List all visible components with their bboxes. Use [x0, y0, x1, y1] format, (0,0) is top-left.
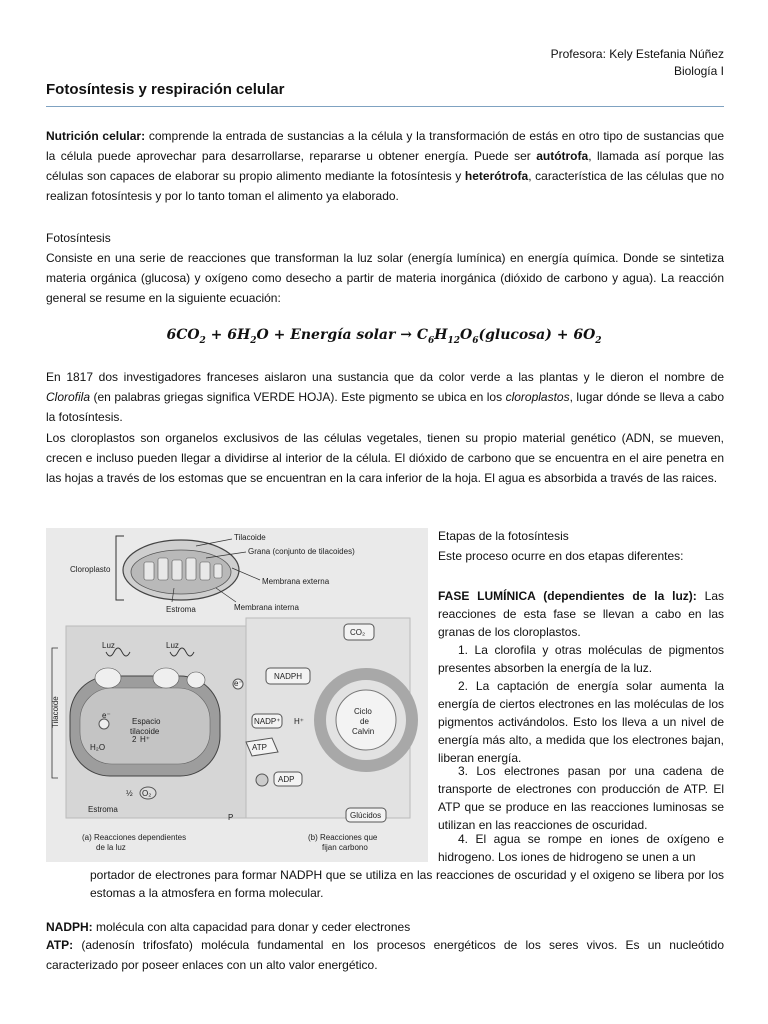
eq-sub: 2 [199, 335, 206, 346]
atp-term: ATP: [46, 938, 74, 952]
label-de: de [360, 717, 369, 726]
course-name: Biología I [673, 64, 724, 78]
label-calvin: Calvin [352, 727, 375, 736]
label-tilacoide: Tilacoide [234, 533, 266, 542]
nutricion-text-1: comprende la entrada de sustancias a la célula y la transformación de estás en otro tipo de sustancias que la célula puede aprovechar para desarrollarse, repararse u obtener energía. Puede ser [46, 129, 724, 163]
photosynthesis-diagram [46, 528, 428, 862]
historia-text-2: (en palabras griegas significa VERDE HOJA). Este pigmento se ubica en los [90, 390, 506, 404]
nutricion-paragraph [46, 126, 724, 206]
eq-sub: 6 [428, 335, 435, 346]
eq-part: (glucosa) + 6O [478, 327, 596, 343]
etapa-item-1: 1. La clorofila y otras moléculas de pigmentos presentes absorben la energía de la luz. [438, 643, 724, 675]
photosynthesis-figure [46, 528, 428, 862]
label-nadp: NADP⁺ [254, 717, 281, 726]
cloroplastos-paragraph: Los cloroplastos son organelos exclusivos de las células vegetales, tienen su propio material genético (ADN, se mueven, crecen e incluso pueden llegar a dividirse al interior de la célula. El dióxido de carbono que se encuentra en el aire penetra en las hojas a través de los estomas que se encuentran en la cara inferior de la hoja. El agua es absorbida a través de las raices. [46, 431, 724, 485]
label-estroma-bottom: Estroma [88, 805, 118, 814]
eq-part: + 6H [205, 327, 251, 343]
label-co2: CO₂ [350, 628, 366, 637]
eq-part: O + Energía solar → C [256, 327, 428, 343]
label-tilacoide-side: Tilacoide [51, 696, 60, 728]
eq-sub: 2 [595, 335, 602, 346]
label-o2: O₂ [142, 789, 152, 798]
label-e-outer: e⁻ [234, 679, 243, 688]
nadph-text: molécula con alta capacidad para donar y ceder electrones [92, 920, 411, 934]
label-luz-2: Luz [166, 641, 179, 650]
label-glucidos: Glúcidos [350, 811, 382, 820]
etapa-item-3: 3. Los electrones pasan por una cadena de transporte de electrones con producción de ATP. El ATP que se produce en las reacciones luminosas se utilizan en las reacciones de oscuridad. [438, 764, 724, 832]
phosphate-dot [256, 774, 268, 786]
label-tilacoide-inner: tilacoide [130, 727, 160, 736]
autotrofa-term: autótrofa [536, 149, 589, 163]
label-luz-1: Luz [102, 641, 115, 650]
label-adp: ADP [278, 775, 295, 784]
etapa-item-4: 4. El agua se rompe en iones de oxígeno e hidrogeno. Los iones de hidrogeno se unen a un [438, 832, 724, 864]
title-divider [46, 106, 724, 107]
heterotrofa-term: heterótrofa [464, 169, 529, 183]
label-e-inner: e⁻ [102, 711, 111, 720]
caption-a-line2: de la luz [96, 843, 126, 852]
document-title: Fotosíntesis y respiración celular [46, 81, 285, 98]
electron-particle [99, 719, 109, 729]
photosynthesis-equation [0, 327, 768, 346]
cloroplastos-term: cloroplastos [505, 390, 570, 404]
etapa-item-2: 2. La captación de energía solar aumenta la energía de ciertos electrones en las moléculas de los pigmentos activándolos. Esto los lleva a un nivel de energía más alto, a medida que los electrones bajan, liberan energía. [438, 679, 724, 765]
eq-part: O [460, 327, 473, 343]
teacher-name: Profesora: Kely Estefania Núñez [550, 47, 724, 61]
label-membrana-externa: Membrana externa [262, 577, 330, 586]
nutricion-term: Nutrición celular: [46, 129, 146, 143]
page-header [551, 46, 724, 80]
nutricion-text-2: , llamada así porque las células son capaces de elaborar su propio alimento mediante la fotosíntesis y [46, 149, 725, 183]
label-cloroplasto: Cloroplasto [70, 565, 111, 574]
eq-part: 6CO [166, 327, 200, 343]
eq-sub: 2 [250, 335, 257, 346]
label-atp: ATP [252, 743, 267, 752]
caption-b-line2: fijan carbono [322, 843, 368, 852]
fotosintesis-paragraph: Consiste en una serie de reacciones que transforman la luz solar (energía lumínica) en energía química. Donde se sintetiza materia orgánica (glucosa) y oxígeno como desecho a partir de materia inorgánica (dióxido de carbono y agua). La reacción general se resume en la siguiente ecuación: [46, 251, 724, 305]
historia-text-3: , lugar dónde se lleva a cabo la fotosíntesis. [46, 390, 724, 424]
label-half: ½ [126, 789, 133, 798]
atp-text: (adenosín trifosfato) molécula fundamental en los procesos energéticos de los seres vivos. Es un nucleótido caracterizado por poseer enlaces con un alto valor energético. [46, 938, 724, 972]
label-estroma-top: Estroma [166, 605, 196, 614]
label-h2o: H₂O [90, 743, 106, 752]
eq-sub: 6 [472, 335, 479, 346]
fase-luminica-paragraph [438, 587, 724, 641]
etapas-heading: Etapas de la fotosíntesis [438, 529, 569, 543]
fase-luminica-text: Las reacciones de esta fase se llevan a cabo en las granas de los cloroplastos. [438, 589, 724, 639]
etapas-intro: Este proceso ocurre en dos etapas diferentes: [438, 549, 684, 563]
eq-part: H [434, 327, 448, 343]
label-membrana-interna: Membrana interna [234, 603, 299, 612]
clorofila-term: Clorofila [46, 390, 91, 404]
fotosintesis-heading: Fotosíntesis [46, 231, 111, 245]
atp-definition [46, 935, 724, 975]
eq-sub: 12 [447, 335, 461, 346]
nadph-definition [46, 917, 724, 937]
caption-a-line1: (a) Reacciones dependientes [82, 833, 187, 842]
label-h-plus-inner: H⁺ [140, 735, 150, 744]
caption-b-line1: (b) Reacciones que [308, 833, 378, 842]
etapa-item-4-continued: portador de electrones para formar NADPH que se utiliza en las reacciones de oscuridad y el oxigeno se libera por los estomas a la atmosfera en forma molecular. [90, 868, 724, 900]
historia-text-1: En 1817 dos investigadores franceses aislaron una sustancia que da color verde a las plantas y le dieron el nombre de [46, 370, 724, 384]
label-p-mark: P [228, 813, 234, 822]
nadph-term: NADPH: [46, 920, 93, 934]
label-ciclo: Ciclo [354, 707, 372, 716]
label-grana: Grana (conjunto de tilacoides) [248, 547, 355, 556]
label-espacio: Espacio [132, 717, 161, 726]
label-two-h: 2 [132, 735, 137, 744]
label-nadph: NADPH [274, 672, 303, 681]
label-h-plus: H⁺ [294, 717, 304, 726]
nutricion-text-3: , característica de las células que no realizan fotosíntesis y por lo tanto toman el alimento ya elaborado. [46, 169, 724, 203]
fase-luminica-term: FASE LUMÍNICA (dependientes de la luz): [438, 589, 697, 603]
historia-paragraph [46, 367, 724, 427]
